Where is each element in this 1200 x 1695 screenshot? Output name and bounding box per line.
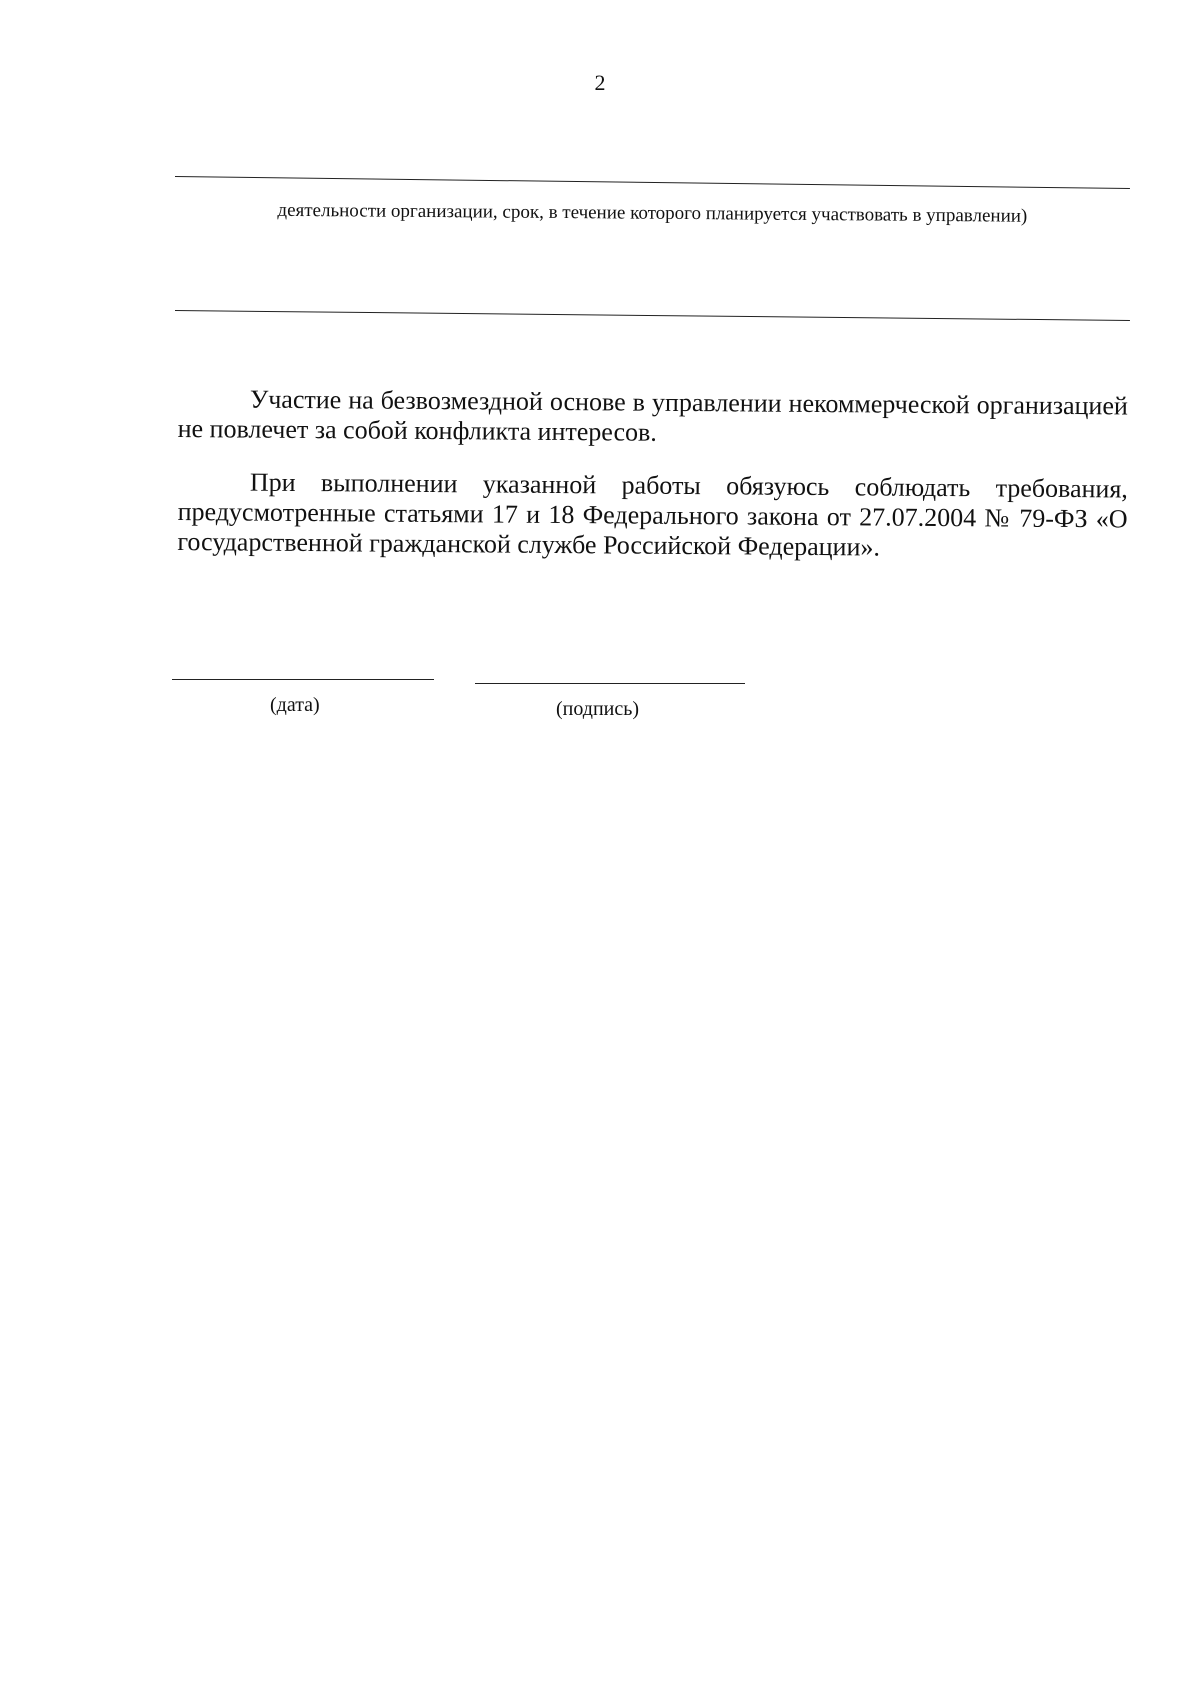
page-number: 2	[594, 70, 606, 95]
signature-label: (подпись)	[556, 698, 640, 720]
fill-in-line	[175, 176, 1130, 189]
fill-in-line	[175, 310, 1130, 321]
date-line	[172, 679, 434, 680]
paragraph-obligations: При выполнении указанной работы обязуюсь соблюдать требования, предусмотренные статьями 17 и 18 Федерального закона от 27.07.2004 № 79-ФЗ «О государственной гражданской службе Российской Федерации».	[177, 467, 1128, 562]
date-label: (дата)	[270, 694, 320, 716]
paragraph-no-conflict: Участие на безвозмездной основе в управлении некоммерческой организацией не повлечет за собой конфликта интересов.	[177, 384, 1128, 447]
field-caption: деятельности организации, срок, в течение которого планируется участвовать в управлении)	[277, 199, 1028, 227]
signature-line	[475, 683, 745, 684]
